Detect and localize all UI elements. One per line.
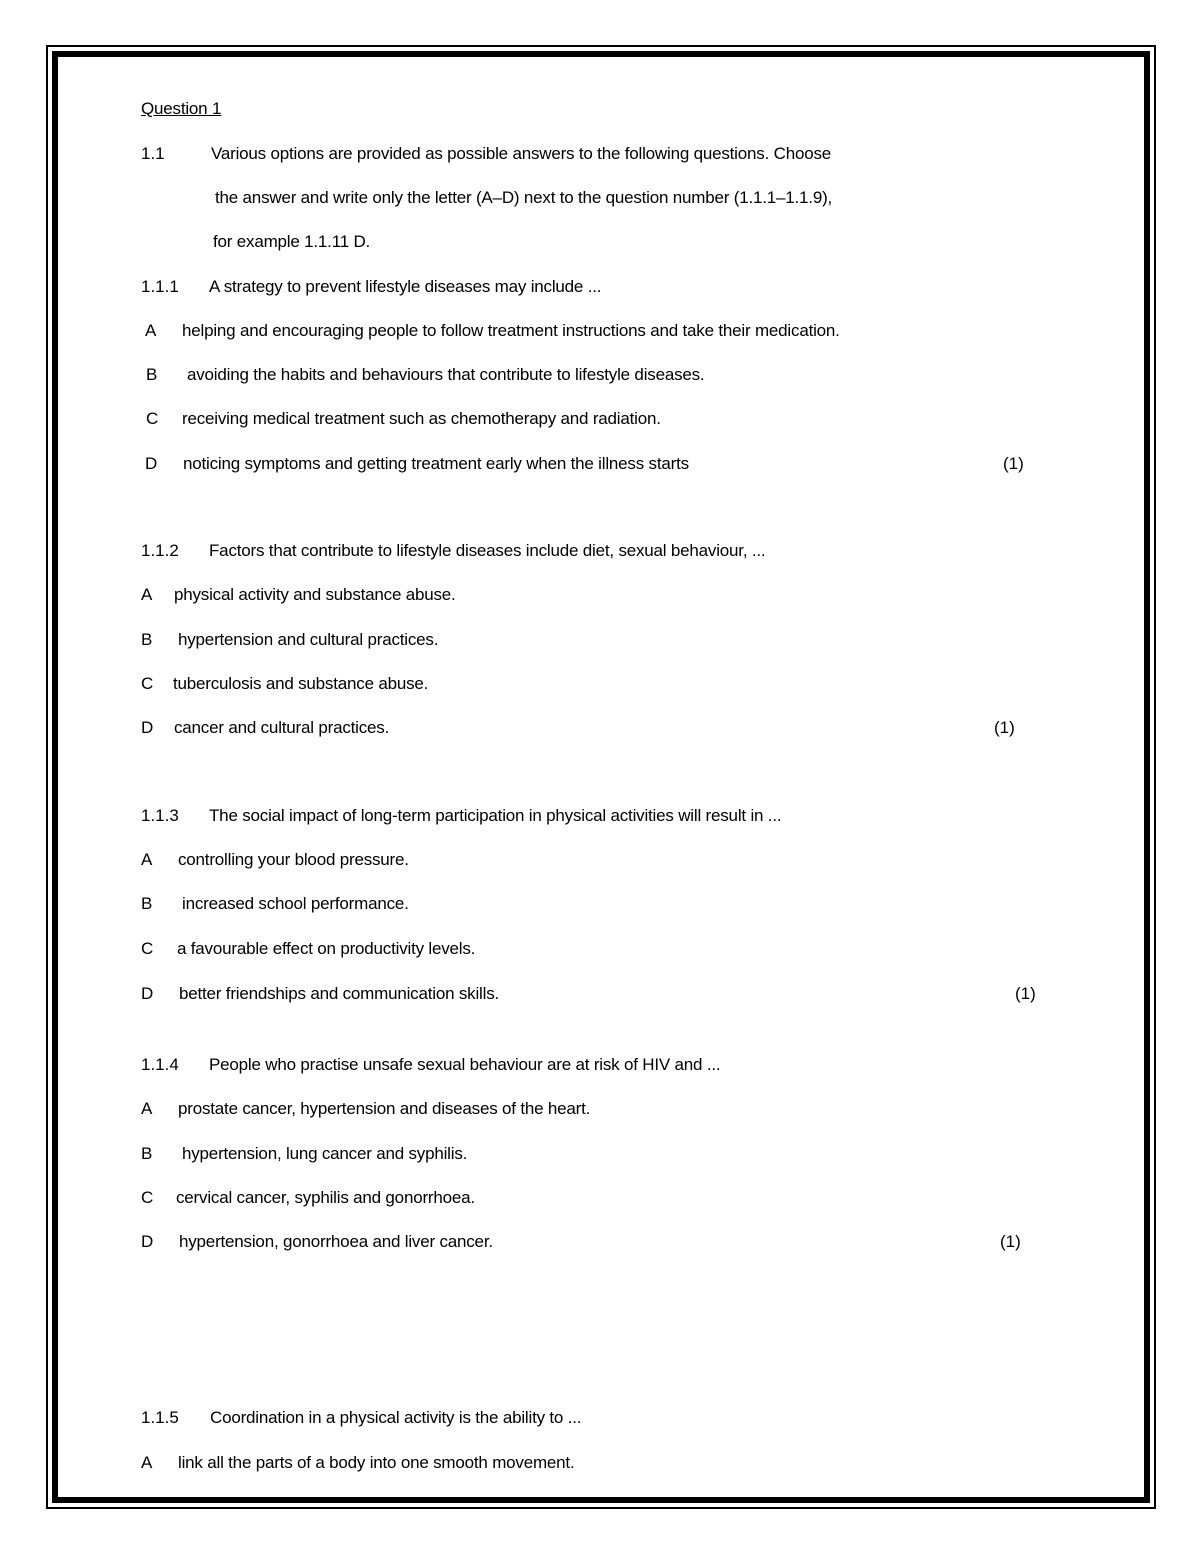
question-number: 1.1.2 — [141, 541, 179, 560]
option-text: a favourable effect on productivity levels. — [177, 939, 476, 958]
option-text: prostate cancer, hypertension and diseases of the heart. — [178, 1099, 591, 1118]
option-text: better friendships and communication skills. — [179, 984, 500, 1003]
intro-line: Various options are provided as possible answers to the following questions. Choose — [211, 144, 832, 163]
question-stem: People who practise unsafe sexual behaviour are at risk of HIV and ... — [209, 1055, 721, 1074]
option-letter: B — [141, 894, 153, 913]
option-letter: D — [141, 718, 154, 737]
option-letter: C — [141, 674, 154, 693]
option-letter: C — [141, 939, 154, 958]
option-letter: A — [141, 585, 153, 604]
question-number: 1.1.3 — [141, 806, 179, 825]
mark-allocation: (1) — [1015, 984, 1036, 1003]
question-number: 1.1.1 — [141, 277, 179, 296]
question-number: 1.1.5 — [141, 1408, 179, 1427]
option-text: link all the parts of a body into one smooth movement. — [178, 1453, 575, 1472]
option-letter: D — [145, 454, 158, 473]
option-letter: B — [141, 630, 153, 649]
option-text: hypertension, gonorrhoea and liver cancer. — [179, 1232, 493, 1251]
question-number: 1.1.4 — [141, 1055, 179, 1074]
option-text: hypertension, lung cancer and syphilis. — [182, 1144, 468, 1163]
option-text: receiving medical treatment such as chemotherapy and radiation. — [182, 409, 661, 428]
intro-number: 1.1 — [141, 144, 165, 163]
option-text: tuberculosis and substance abuse. — [173, 674, 429, 693]
option-letter: B — [141, 1144, 153, 1163]
page-border-inner — [52, 51, 1150, 1503]
option-text: helping and encouraging people to follow treatment instructions and take their medication. — [182, 321, 840, 340]
option-text: cervical cancer, syphilis and gonorrhoea. — [176, 1188, 475, 1207]
question-stem: Factors that contribute to lifestyle diseases include diet, sexual behaviour, ... — [209, 541, 766, 560]
option-text: avoiding the habits and behaviours that contribute to lifestyle diseases. — [187, 365, 705, 384]
option-letter: D — [141, 1232, 154, 1251]
option-letter: C — [141, 1188, 154, 1207]
intro-line: the answer and write only the letter (A–D) next to the question number (1.1.1–1.1.9), — [215, 188, 833, 207]
option-letter: A — [141, 850, 153, 869]
intro-line: for example 1.1.11 D. — [213, 232, 371, 251]
option-text: cancer and cultural practices. — [174, 718, 390, 737]
option-text: hypertension and cultural practices. — [178, 630, 439, 649]
question-stem: The social impact of long-term participation in physical activities will result in ... — [209, 806, 782, 825]
option-text: increased school performance. — [182, 894, 409, 913]
option-text: physical activity and substance abuse. — [174, 585, 456, 604]
question-title: Question 1 — [141, 99, 222, 118]
question-stem: A strategy to prevent lifestyle diseases may include ... — [209, 277, 602, 296]
option-letter: A — [145, 321, 157, 340]
question-stem: Coordination in a physical activity is the ability to ... — [210, 1408, 582, 1427]
option-letter: A — [141, 1453, 153, 1472]
option-letter: A — [141, 1099, 153, 1118]
option-letter: C — [146, 409, 159, 428]
option-text: noticing symptoms and getting treatment early when the illness starts — [183, 454, 689, 473]
mark-allocation: (1) — [1000, 1232, 1021, 1251]
mark-allocation: (1) — [994, 718, 1015, 737]
option-letter: D — [141, 984, 154, 1003]
option-text: controlling your blood pressure. — [178, 850, 409, 869]
option-letter: B — [146, 365, 158, 384]
mark-allocation: (1) — [1003, 454, 1024, 473]
